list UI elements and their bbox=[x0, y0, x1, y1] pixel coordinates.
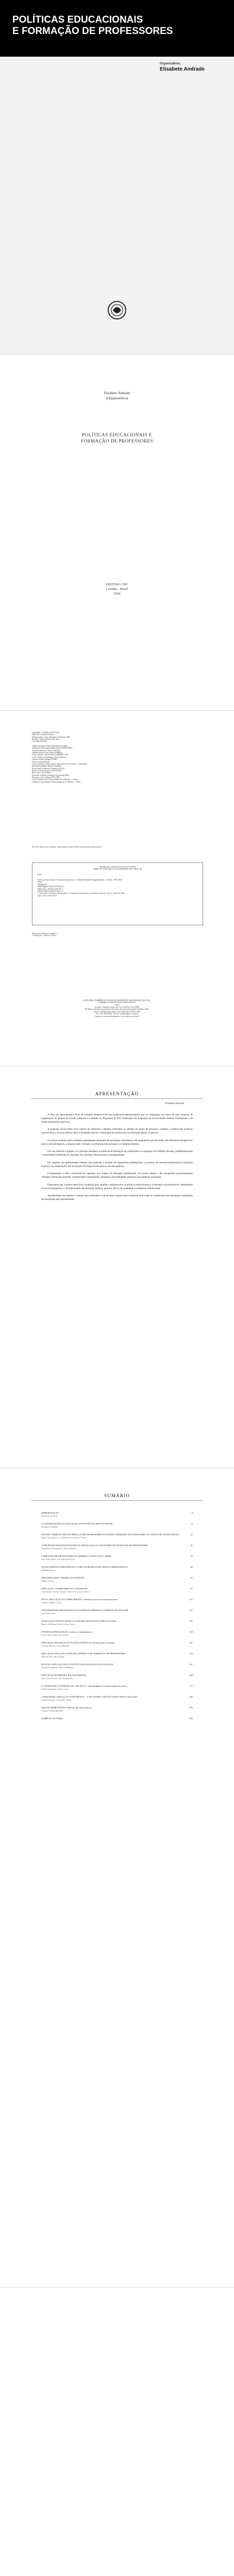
presentation-paragraph: Agradecemos aos autores e autoras que aceitaram o convite para compor esta coletânea, bem como às instituições que apoiaram a realização das pesquisas aqui apresentadas. bbox=[41, 1195, 193, 1201]
presentation-paragraph: Esperamos que a leitura deste livro contribua para ampliar o debate sobre as políticas educacionais e a formação de professores, estimulando novas investigações e o fortalecimento da educação pública, gratuita, laica e de qualidade socialmente referenciada. bbox=[41, 1183, 193, 1190]
toc-entry[interactable] bbox=[41, 1555, 193, 1561]
catalog-page bbox=[0, 711, 234, 1066]
title-page-title-line-2: FORMAÇÃO DE PROFESSORES bbox=[80, 438, 154, 444]
toc-entry-title: EDUCAÇÃO INCLUSIVA E POLÍTICA PÚBLICA DE FORMAÇÃO DE PROFESSORES bbox=[41, 1652, 126, 1655]
presentation-byline: Elisabete Andrade bbox=[165, 1103, 184, 1105]
toc-entry-title: A CENTRALIDADE DA AVALIAÇÃO NAS POLÍTICAS EDUCACIONAIS bbox=[41, 1522, 113, 1525]
toc-entry-title: GESTÃO DEMOCRÁTICA ESCOLAR: uma proposta bbox=[41, 1706, 92, 1709]
toc-entry-title: ESTUDO CURRICULAR NA FORMAÇÃO DE PROFESSORES DO ENSINO SUPERIOR: UM OLHAR PARA OS CURSOS DE LICENCIATURA bbox=[41, 1533, 179, 1536]
cover-title-band bbox=[0, 0, 234, 57]
toc-entry-authors: Ana Lúcia Vieira; Caio Figueiredo bbox=[41, 1676, 73, 1680]
cip-line: 158 p. bbox=[38, 881, 43, 884]
board-member: Aldira Guimarães Duarte Domínguez (UNB) bbox=[32, 745, 68, 747]
toc-entry-authors: Maria de Fátima Pereira; Silva Costa bbox=[41, 1622, 75, 1625]
toc-entry-authors: Cristina Moura; Lucas Mendes bbox=[41, 1644, 70, 1647]
toc-entry-page-number: 161 bbox=[189, 1663, 193, 1666]
presentation-paragraph: Em um primeiro conjunto, os capítulos abordam as políticas de formação de professores e a regulação do trabalho docente, problematizando a centralidade atribuída aos docentes nas reformas educacionais contemporâneas. bbox=[41, 1150, 193, 1157]
cip-record bbox=[32, 862, 203, 925]
board-member: Francisco Carlos Duarte (PUC-PR) bbox=[32, 776, 60, 779]
toc-entry-authors: Ivan Viana; Paula Vasconcelos bbox=[41, 1633, 69, 1636]
toc-entry[interactable] bbox=[41, 1706, 193, 1712]
peer-review-note: Este livro passou por avaliação e aprovação às cegas de dois ou mais pareceristas ad hoc. bbox=[32, 846, 102, 848]
board-member: Celso Conti (UFSCar) bbox=[32, 760, 49, 763]
toc-entry-heading bbox=[41, 1706, 193, 1709]
cip-entry-code: P762 bbox=[38, 873, 42, 876]
title-page-organizer bbox=[93, 391, 141, 401]
toc-list bbox=[41, 1512, 193, 1725]
cip-line: DOI 10.24824/978655578017.5 bbox=[38, 890, 63, 892]
toc-entry-title: SOBRE OS AUTORES bbox=[41, 1717, 63, 1720]
footer-line: Foi feito o depósito legal conf. Lei 10.994 de 14/12/2004 bbox=[94, 1006, 140, 1009]
copyright-line: Diagramação e Capa: Designers da Editora CRV bbox=[32, 736, 70, 738]
systematic-index bbox=[32, 933, 156, 937]
toc-entry-heading bbox=[41, 1641, 193, 1645]
toc-entry-title: PLANEJAMENTO PARTICIPATIVO COMO ESTRATÉGIA DE GESTÃO DEMOCRÁTICA bbox=[41, 1566, 128, 1568]
toc-entry-heading bbox=[41, 1598, 193, 1601]
systematic-index-title: Índice para catálogo sistemático bbox=[32, 933, 57, 935]
toc-entry[interactable] bbox=[41, 1609, 193, 1615]
presentation-page bbox=[0, 1066, 234, 1468]
toc-entry-page-number: 121 bbox=[189, 1609, 193, 1612]
board-member: Carmen Tereza Velanga (UNIR) bbox=[32, 758, 57, 761]
editorial-board bbox=[32, 745, 156, 783]
toc-entry[interactable] bbox=[41, 1663, 193, 1669]
board-member: Elizeu Clementino de Souza (UNEB) bbox=[32, 769, 61, 772]
toc-entry-authors: Gilmara Sousa Andrade bbox=[41, 1709, 63, 1712]
toc-entry-page-number: 111 bbox=[189, 1598, 193, 1601]
toc-entry-page-number: 97 bbox=[190, 1587, 193, 1590]
table-of-contents-page bbox=[0, 1468, 234, 2287]
toc-entry-heading bbox=[41, 1512, 193, 1515]
systematic-index-line: 1. Educação – Políticas 379.81 bbox=[32, 935, 56, 937]
copyright-line: Revisão: Analista de Escrita e Artes bbox=[32, 738, 60, 741]
toc-entry[interactable] bbox=[41, 1652, 193, 1658]
toc-entry-title: UNIVERSIDADE PARTICIPATIVA E A PARTIR DE DIREITOS: O DIREITO DE ESTUDAR bbox=[41, 1609, 128, 1612]
toc-entry[interactable] bbox=[41, 1685, 193, 1690]
footer-line: Conheça os nossos lançamentos: www.editoracrv.com.br bbox=[94, 1015, 140, 1018]
toc-entry-heading bbox=[41, 1674, 193, 1677]
toc-entry-heading bbox=[41, 1717, 193, 1720]
footer-line: 2020 bbox=[115, 1004, 119, 1006]
publisher-logo-icon bbox=[107, 300, 127, 320]
toc-entry-authors: Fabiana Aguiar bbox=[41, 1568, 55, 1571]
copyright-line: Conselho Editorial: bbox=[32, 740, 47, 743]
toc-entry-title: ÉTICA, EDUCAÇÃO E CONHECIMENTO: reflexões acerca da formação docente bbox=[41, 1598, 118, 1601]
presentation-paragraph: Em seguida, são apresentados estudos que analisam a atuação de organismos multilaterais, o processo de internacionalização da educação superior e as implicações das avaliações em larga escala para as escolas públicas. bbox=[41, 1161, 193, 1168]
toc-entry-title: A TRAVESSIA: EDUCAÇÃO E EM MÉXICO – O NE TRADE: O QUE É? O QUE TRAZ O QUE DIZ? bbox=[41, 1696, 138, 1698]
toc-entry-title: INTERNACIONALIZAÇÃO: acordos e compromissos bbox=[41, 1631, 92, 1633]
toc-entry[interactable] bbox=[41, 1598, 193, 1604]
board-member: Eduardo Fernandes Barbosa (UFMG) bbox=[32, 765, 62, 768]
toc-entry-page-number: 177 bbox=[189, 1685, 193, 1687]
board-member: Gloria Fariñas León (Universidade de La Havana – Cuba) bbox=[32, 778, 78, 781]
toc-title: SUMÁRIO bbox=[104, 1493, 130, 1498]
toc-entry-authors: Fabiana Dias; Rita Lopes bbox=[41, 1655, 64, 1658]
toc-entry-page-number: 169 bbox=[189, 1674, 193, 1676]
title-page-publisher: EDITORA CRV bbox=[106, 583, 128, 586]
toc-entry-page-number: 153 bbox=[189, 1652, 193, 1655]
presentation-paragraph: A obra ora apresentada é fruto de trabalho desenvolvido por professores-pesquisadores que se congregam em torno de uma proposta de organização de grupos de estudo, pesquisa e extensão no Programa de Pós-Graduação em Educação da Universidade Federal Fluminense e de outras instituições parceiras. bbox=[41, 1114, 193, 1124]
toc-entry-page-number: 27 bbox=[190, 1533, 193, 1536]
toc-entry[interactable] bbox=[41, 1566, 193, 1571]
toc-entry-authors: Ana Paula Silva bbox=[41, 1612, 56, 1615]
board-member: Élsio José Corá (UFFS) bbox=[32, 772, 51, 774]
toc-entry-title: EDUCAÇÃO DE ADULTOS E POLÍTICA PÚBLICA: desafios para a formação bbox=[41, 1641, 115, 1644]
cover-organizer-label: Organizadora: bbox=[160, 62, 181, 65]
title-page-publisher-block bbox=[82, 582, 152, 596]
toc-entry[interactable] bbox=[41, 1620, 193, 1625]
toc-entry[interactable] bbox=[41, 1717, 193, 1720]
copyright-line: Editor-chefe: Railson Moura bbox=[32, 734, 55, 736]
board-member: Carlos Federico Dominguez Avila (Unieuro) bbox=[32, 756, 67, 758]
cip-title-line: CIP-BRASIL. CATALOGAÇÃO-NA-FONTE bbox=[99, 866, 136, 868]
board-member: Anselmo Alencar Colares (UFOPA) bbox=[32, 749, 60, 752]
toc-entry-title: FORMAÇÃO DE PROFESSORES NA AMÉRICA LATINA E NO CARIBE bbox=[41, 1555, 111, 1557]
toc-entry-heading bbox=[41, 1587, 193, 1590]
toc-entry-authors: Claudio Miguel Costa bbox=[41, 1601, 61, 1604]
toc-entry-authors: Felipe Guimarães; Rosa Lima bbox=[41, 1687, 69, 1690]
board-member: Fernando Antônio Gonçalves Alcoforado (IPB) bbox=[32, 774, 69, 776]
toc-entry[interactable] bbox=[41, 1577, 193, 1582]
board-member: Carlos Alberto Vilar Estêvão (UMINHO – PT) bbox=[32, 754, 69, 756]
presentation-paragraph: Completando a obra, encontram-se capítulos que tratam da educação profissional, do ensino médio e dos programas governamentais voltados à formação docente, evidenciando contradições, disputas e possibilidades presentes nas políticas analisadas. bbox=[41, 1173, 193, 1179]
footer-line: CONHEÇA E BAIXE NOSSO APLICATIVO! bbox=[98, 1002, 136, 1004]
toc-entry-heading bbox=[41, 1685, 193, 1688]
toc-entry-authors: Elisabete Andrade bbox=[41, 1525, 58, 1528]
toc-entry[interactable] bbox=[41, 1674, 193, 1680]
title-page-city: Curitiba - Brasil bbox=[106, 587, 128, 591]
cip-line: 1. Educação 2. Políticas educacionais 3. Formação de professores I. Andrade, Elisabete. org. II. Título III. Série. bbox=[38, 892, 126, 895]
toc-entry-title: POLÍTICA EDUCACIONAL E POLÍTICA DE AVALIAÇÃO DAS ESCOLAS bbox=[41, 1663, 114, 1666]
toc-entry-page-number: 205 bbox=[189, 1717, 193, 1720]
toc-entry[interactable] bbox=[41, 1696, 193, 1701]
toc-entry-page-number: 55 bbox=[190, 1555, 193, 1557]
toc-entry-heading bbox=[41, 1577, 193, 1580]
cover-title-line-1: POLÍTICAS EDUCACIONAIS bbox=[12, 14, 143, 25]
toc-entry-heading bbox=[41, 1555, 193, 1558]
toc-entry[interactable] bbox=[41, 1631, 193, 1636]
footer-line: Proibida a reprodução parcial ou total desta obra sem autorização da Editora CRV bbox=[85, 1008, 149, 1011]
toc-entry-page-number: 185 bbox=[189, 1696, 193, 1698]
toc-entry-title: EPISTEMOLOGIA: FORMAÇÃO DOCENTE bbox=[41, 1577, 85, 1579]
toc-entry[interactable] bbox=[41, 1512, 193, 1517]
toc-entry-page-number: 9 bbox=[191, 1512, 193, 1514]
toc-entry-page-number: 139 bbox=[189, 1631, 193, 1633]
toc-entry-page-number: 195 bbox=[189, 1706, 193, 1709]
toc-entry-authors: Ana Paula Silva; Joana Rosa Ferreira bbox=[41, 1557, 75, 1561]
toc-entry-authors: Ana Maria Clementino; Gleiva Ribeiro bbox=[41, 1547, 77, 1550]
toc-entry-heading bbox=[41, 1631, 193, 1634]
toc-entry-heading bbox=[41, 1522, 193, 1526]
presentation-rule bbox=[31, 1098, 203, 1099]
presentation-body bbox=[41, 1114, 193, 1206]
toc-entry-heading bbox=[41, 1652, 193, 1655]
toc-entry-page-number: 69 bbox=[190, 1566, 193, 1568]
cover-title bbox=[12, 14, 224, 37]
footer-line: Todos os direitos desta edição reservados pela: Editora CRV bbox=[93, 1010, 141, 1013]
board-member: Guillermo Arias Beatón (Universidade de La Havana – Cuba) bbox=[32, 781, 80, 783]
board-member: Antônio Pereira Gaio Júnior (UFRRJ) bbox=[32, 752, 62, 754]
toc-rule bbox=[31, 1500, 203, 1501]
title-page-title-line-1: POLÍTICAS EDUCACIONAIS E bbox=[82, 432, 152, 437]
toc-entry-authors: Maria das Graças C. S. Medeiros; Gilvanice Pinto bbox=[41, 1536, 87, 1539]
board-member: Cesar Gerónimo Tello (Univer. Nacional Três de Febrero – Argentina) bbox=[32, 762, 87, 765]
toc-entry-page-number: 147 bbox=[189, 1641, 193, 1644]
toc-entry-page-number: 41 bbox=[190, 1544, 193, 1547]
toc-entry-heading bbox=[41, 1663, 193, 1666]
copyright-block bbox=[32, 732, 156, 743]
toc-entry-heading bbox=[41, 1620, 193, 1623]
toc-entry[interactable] bbox=[41, 1533, 193, 1539]
toc-entry-title: EDUCAÇÃO SUPERIOR E FINANCIAMENTO bbox=[41, 1674, 87, 1676]
toc-entry-heading bbox=[41, 1544, 193, 1547]
cip-line: ISBN Digital 978-65-5578-018-2 bbox=[38, 886, 64, 888]
toc-entry-title: A LITERATURA: VIVER EM SALA DE AULA – aprendizagem de conhecimentos na escola bbox=[41, 1685, 127, 1687]
title-page bbox=[0, 355, 234, 711]
title-page-organizer-name: Elisabete Andrade bbox=[104, 391, 130, 395]
cover-title-line-2: E FORMAÇÃO DE PROFESSORES bbox=[12, 26, 173, 37]
presentation-title: APRESENTAÇÃO bbox=[95, 1091, 139, 1096]
toc-entry-authors: Elisabete Andrade; Marcela Ribeiro bbox=[41, 1666, 74, 1669]
title-page-organizer-role: (Organizadora) bbox=[106, 396, 128, 400]
toc-entry[interactable] bbox=[41, 1641, 193, 1647]
toc-entry[interactable] bbox=[41, 1522, 193, 1528]
cip-line: Políticas educacionais e formação de professores / Elisabete Andrade (organizadora) – Curitiba : CRV, 2020. bbox=[38, 879, 123, 882]
toc-entry-heading bbox=[41, 1696, 193, 1699]
footer-line: ESTA OBRA TAMBÉM ENCONTRA-SE DISPONÍVEL EM FORMATO DIGITAL. bbox=[83, 999, 151, 1002]
copyright-line: Copyright © da Editora CRV Ltda. bbox=[32, 732, 60, 734]
toc-entry-heading bbox=[41, 1609, 193, 1612]
toc-entry-authors: Claudemiro Vicente Vassali; Flávia Oliveira da Silva bbox=[41, 1590, 89, 1593]
toc-entry-authors: Claudia Borges; Leonardo Santos bbox=[41, 1698, 72, 1701]
toc-entry-title: AVALIAÇÃO INSTITUCIONAL NA AGENDA DE POLÍTICA EDUCACIONAL bbox=[41, 1620, 117, 1622]
toc-entry-title: EDUCAÇÃO, CONHECIMENTO E TRABALHO bbox=[41, 1587, 88, 1590]
toc-entry[interactable] bbox=[41, 1544, 193, 1550]
book-cover bbox=[0, 0, 234, 355]
toc-entry-title: APRESENTAÇÃO bbox=[41, 1512, 59, 1514]
footer-line: Tel.: (41) 3039-6418 - E-mail: sac@editoracrv.com.br bbox=[95, 1013, 139, 1015]
presentation-paragraph: Os textos reunidos nesta coletânea apresentam resultados de pesquisas concluídas e em andamento que discutem, sob diferentes perspectivas teórico-metodológicas, a relação entre o Estado, as reformas educacionais e o trabalho docente. bbox=[41, 1139, 193, 1146]
toc-entry-heading bbox=[41, 1566, 193, 1569]
cip-subtitle-line: SINDICATO NACIONAL DOS EDITORES DE LIVROS, RJ bbox=[93, 868, 142, 871]
toc-entry-authors: Elisabete Andrade bbox=[41, 1514, 58, 1517]
cip-title bbox=[38, 866, 197, 871]
toc-entry[interactable] bbox=[41, 1587, 193, 1593]
toc-entry-page-number: 83 bbox=[190, 1577, 193, 1579]
toc-entry-page-number: 13 bbox=[190, 1522, 193, 1525]
cip-line: Bibliografia bbox=[38, 883, 47, 886]
catalog-footer bbox=[32, 999, 202, 1018]
cip-line: CDU 37.01 CDD 379.81 bbox=[38, 894, 57, 897]
toc-entry-heading bbox=[41, 1533, 193, 1536]
cip-line: ISBN Físico 978-65-5578-017-5 bbox=[38, 888, 63, 890]
board-member: Andréia da Silva Quintanilha Sousa (UNIR/UFRN) bbox=[32, 747, 73, 750]
toc-entry-page-number: 131 bbox=[189, 1620, 193, 1622]
cover-organizer-name: Elisabete Andrade bbox=[160, 66, 205, 72]
cip-entry-body bbox=[38, 879, 197, 897]
presentation-paragraph: A proposta inicial deste livro nasceu de reflexões e debates realizados no âmbito do grupo de pesquisa, voltados à análise das políticas educacionais e de seus efeitos sobre a formação inicial e continuada de professores na educação básica e superior. bbox=[41, 1128, 193, 1134]
title-page-title bbox=[31, 432, 203, 444]
toc-entry-title: A PROFISSÃO DOCENTE EM DISPUTA: REGULAÇÃO E AUTONOMIA NO TRABALHO DE PROFESSORES bbox=[41, 1544, 148, 1547]
board-member: Elione Maria Nogueira Diogenes (UFAL) bbox=[32, 767, 65, 770]
toc-entry-authors: Marcia Soares bbox=[41, 1579, 55, 1582]
title-page-year: 2020 bbox=[113, 592, 121, 596]
